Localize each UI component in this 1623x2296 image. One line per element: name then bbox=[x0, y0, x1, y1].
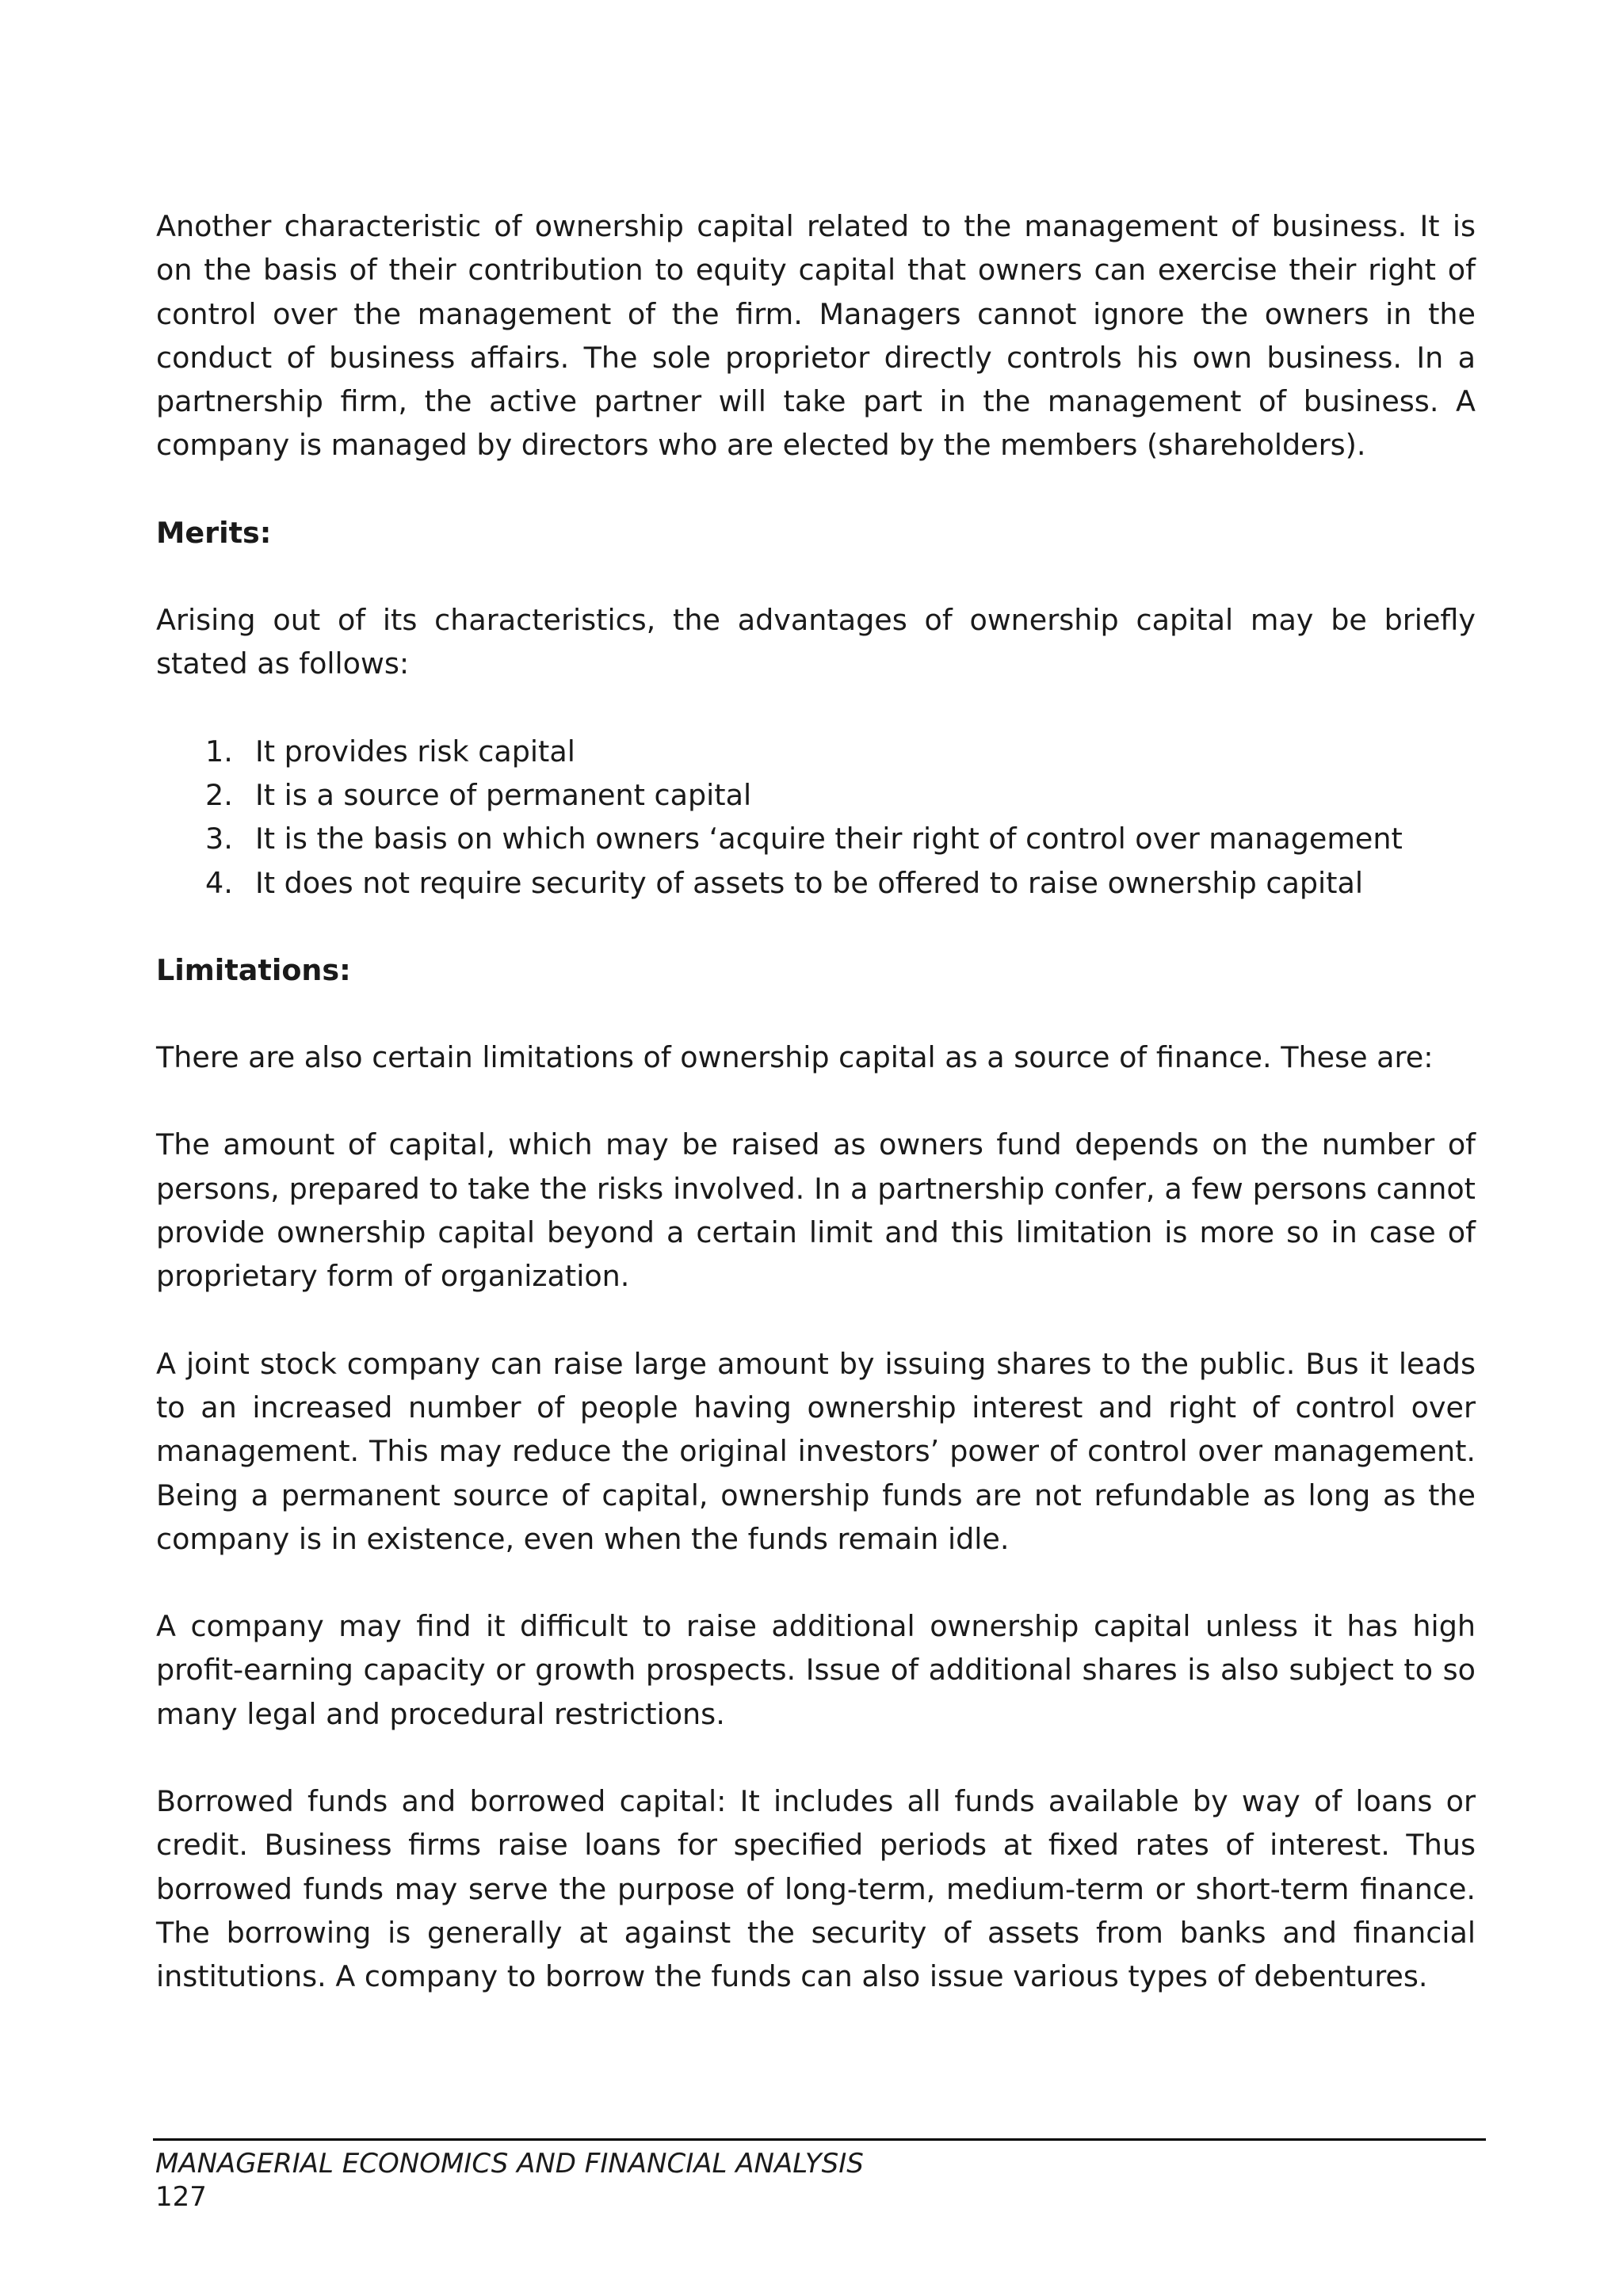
heading-merits: Merits: bbox=[156, 515, 272, 550]
paragraph-limitation-amount: The amount of capital, which may be raised as owners fund depends on the number of persons, prepared to take the risks involved. In a partnership confer, a few persons cannot provide ownership capital beyond a certain limit and this limitation is more so in case of proprietary form of organization. bbox=[156, 1127, 1476, 1294]
paragraph-merits-intro: Arising out of its characteristics, the advantages of ownership capital may be briefly stated as follows: bbox=[156, 603, 1476, 681]
list-item bbox=[156, 861, 1476, 905]
list-item-number: 3. bbox=[205, 822, 233, 856]
paragraph-ownership-control: Another characteristic of ownership capital related to the management of business. It is on the basis of their contribution to equity capital that owners can exercise their right of control over the management of the firm. Managers cannot ignore the owners in the conduct of business affairs. The sole proprietor directly controls his own business. In a partnership firm, the active partner will take part in the management of business. A company is managed by directors who are elected by the members (shareholders). bbox=[156, 209, 1476, 463]
page-number: 127 bbox=[155, 2181, 207, 2213]
list-item-text: It is a source of permanent capital bbox=[255, 777, 752, 812]
merits-list bbox=[156, 730, 1476, 905]
page-footer bbox=[153, 2138, 1486, 2214]
paragraph-limitations-intro: There are also certain limitations of ownership capital as a source of finance. These are: bbox=[156, 1040, 1434, 1075]
list-item-text: It is the basis on which owners ‘acquire their right of control over management bbox=[255, 822, 1403, 856]
heading-limitations: Limitations: bbox=[156, 952, 351, 987]
footer-title: MANAGERIAL ECONOMICS AND FINANCIAL ANALYSIS bbox=[155, 2148, 864, 2180]
list-item-number: 4. bbox=[205, 865, 233, 900]
page-body bbox=[156, 204, 1476, 2042]
list-item bbox=[156, 730, 1476, 773]
list-item-text: It does not require security of assets to be offered to raise ownership capital bbox=[255, 865, 1363, 900]
paragraph-limitation-joint-stock: A joint stock company can raise large amount by issuing shares to the public. Bus it leads to an increased number of people having ownership interest and right of control over management. This may reduce the original investors’ power of control over management. Being a permanent source of capital, ownership funds are not refundable as long as the company is in existence, even when the funds remain idle. bbox=[156, 1346, 1476, 1556]
paragraph-limitation-additional-capital: A company may find it difficult to raise additional ownership capital unless it has high profit-earning capacity or growth prospects. Issue of additional shares is also subject to so many legal and procedural restrictions. bbox=[156, 1609, 1476, 1731]
list-item-number: 1. bbox=[205, 734, 233, 769]
list-item-number: 2. bbox=[205, 777, 233, 812]
list-item bbox=[156, 817, 1476, 860]
list-item-text: It provides risk capital bbox=[255, 734, 575, 769]
paragraph-borrowed-funds: Borrowed funds and borrowed capital: It includes all funds available by way of loans or credit. Business firms raise loans for specified periods at fixed rates of interest. Thus borrowed funds may serve the purpose of long-term, medium-term or short-term finance. The borrowing is generally at against the security of assets from banks and financial institutions. A company to borrow the funds can also issue various types of debentures. bbox=[156, 1784, 1476, 1994]
list-item bbox=[156, 773, 1476, 817]
